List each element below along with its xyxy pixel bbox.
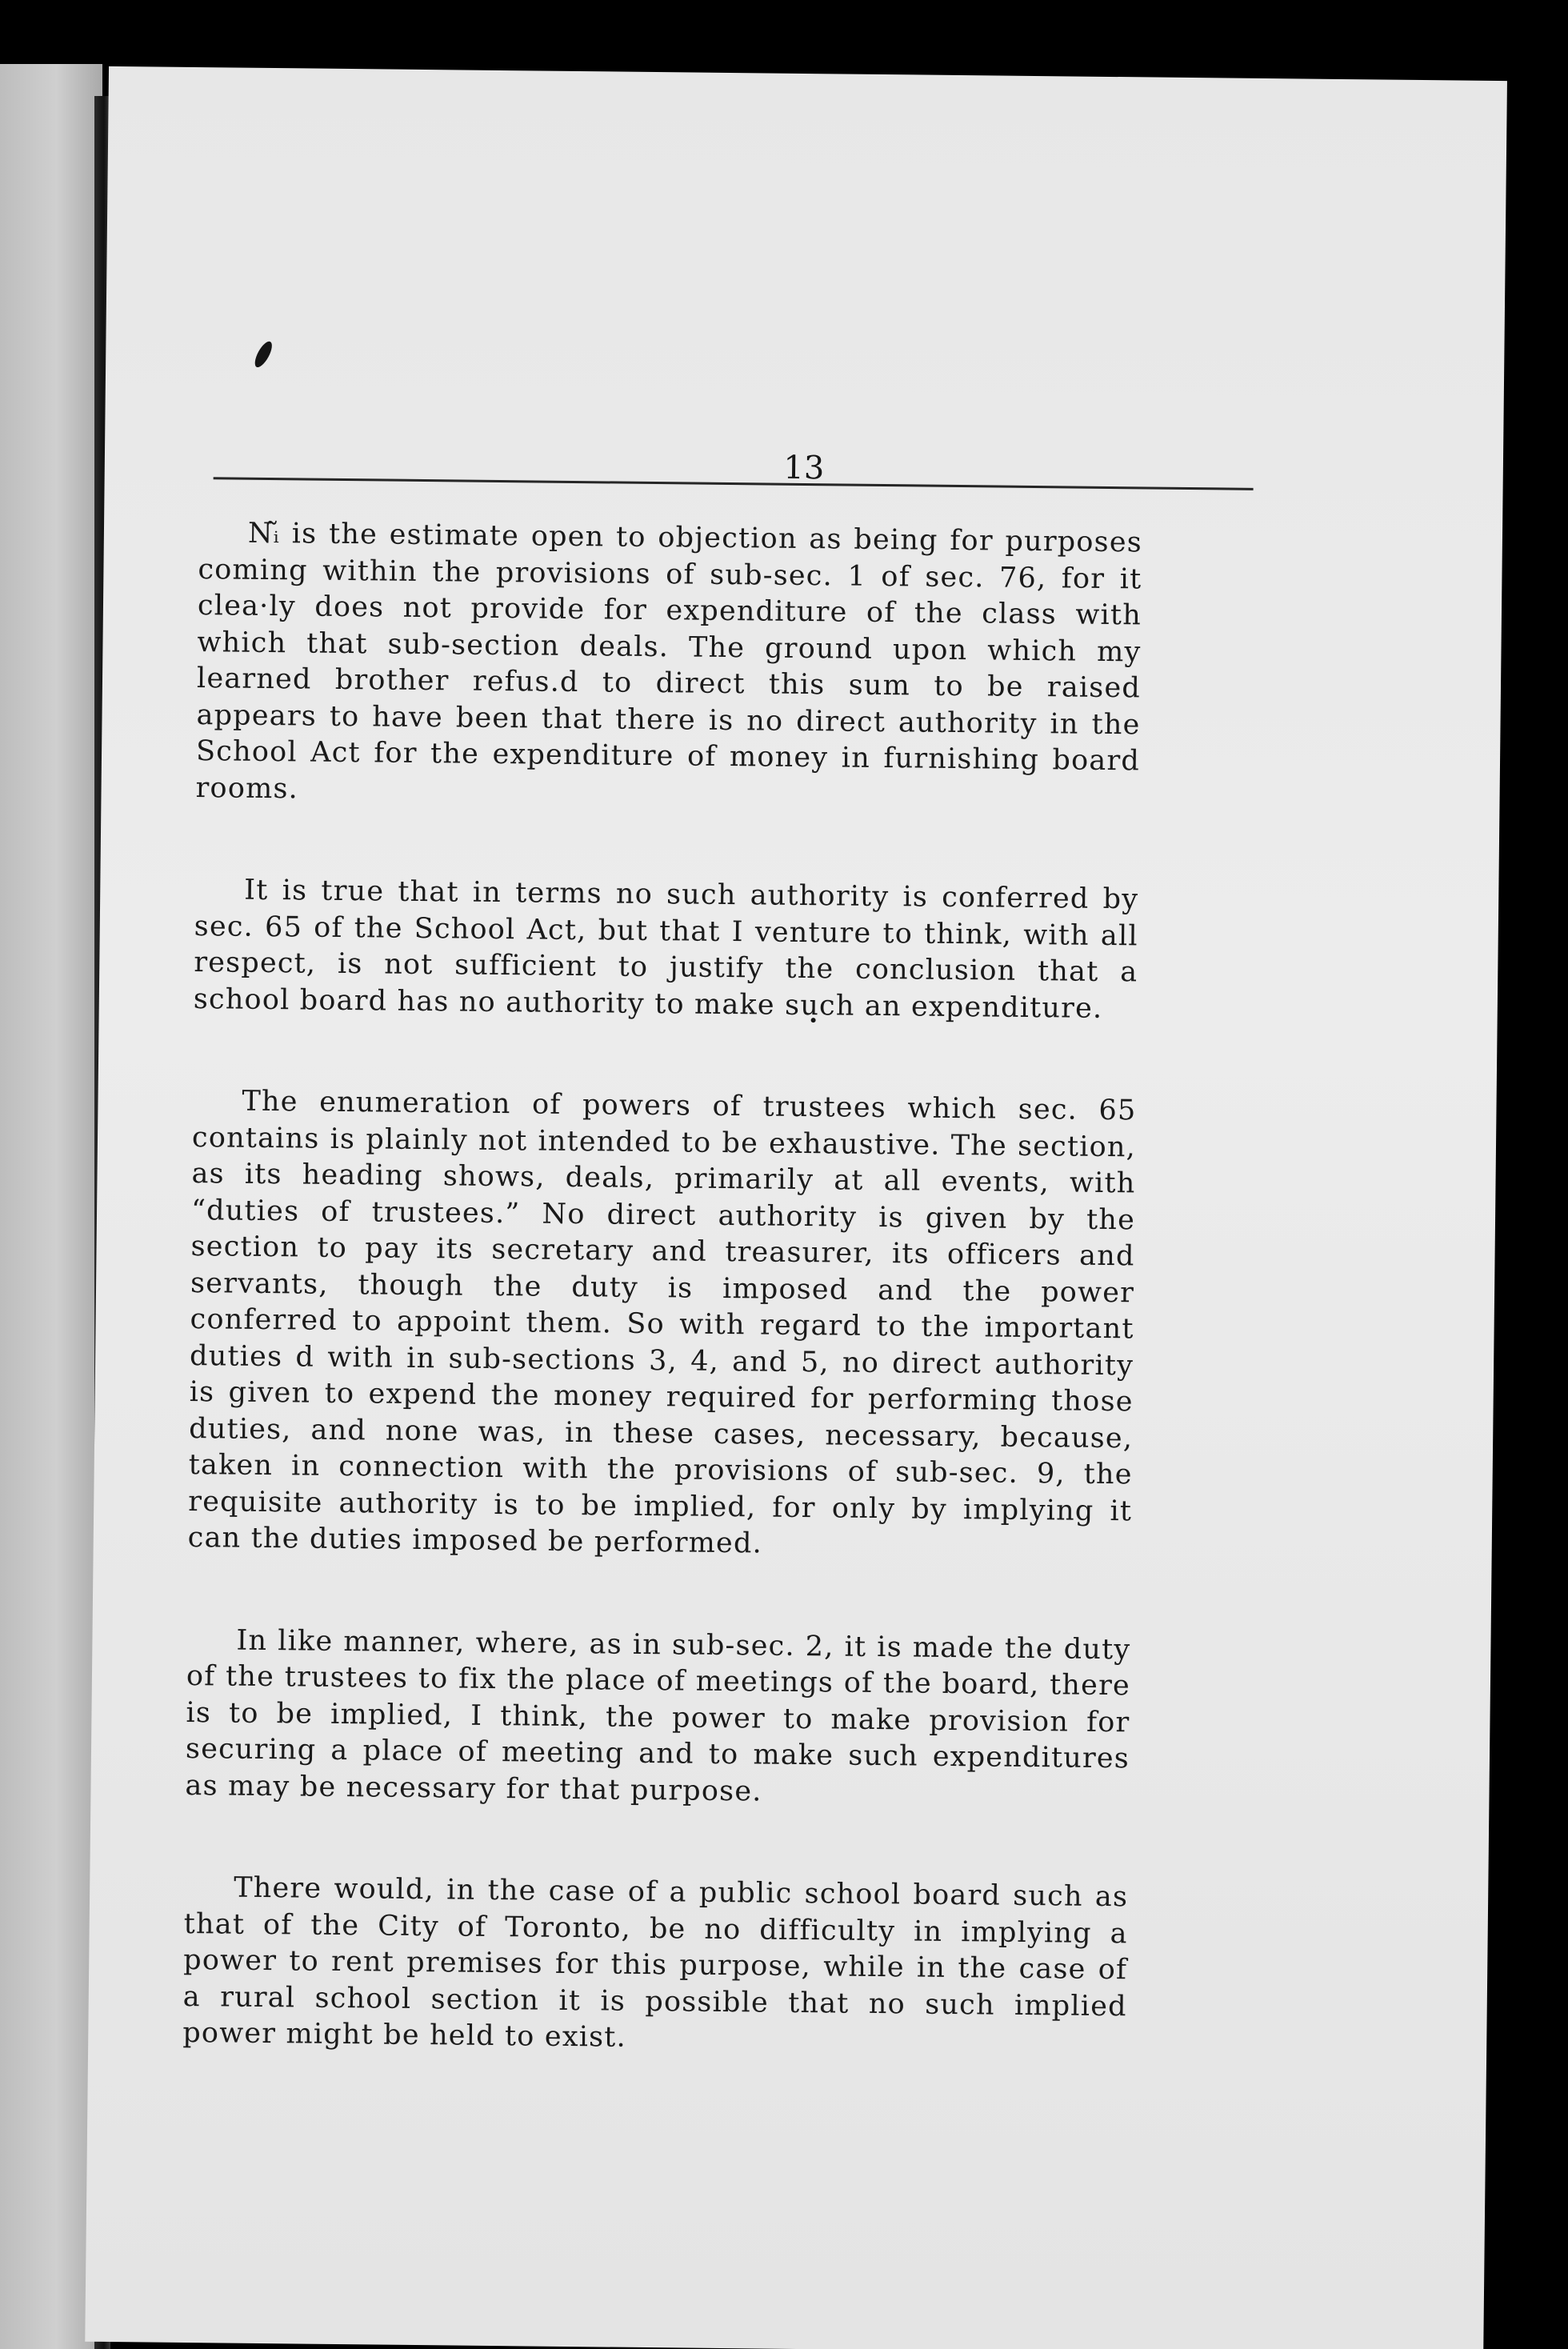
page-number: 13 [783, 449, 825, 487]
paragraph-2: It is true that in terms no such authority is conferred by sec. 65 of the School Act, but that I venture to think, with all respect, is not sufficient to justify the conclusion that a school board has no authority to make such an expenditure. [193, 874, 1139, 1025]
body-text [182, 515, 1142, 2127]
ink-blot [252, 339, 276, 370]
paragraph-3: The enumeration of powers of trustees which sec. 65 contains is plainly not intended to be exhaustive. The section, as its heading shows, deals, primarily at all events, with “duties of trustees.” No direct authority is given by the section to pay its secretary and treasurer, its officers and servants, though the duty is imposed and the power conferred to appoint them. So with regard to the important duties d with in sub-sections 3, 4, and 5, no direct authority is given to expend the money required for performing those duties, and none was, in these cases, necessary, because, taken in connection with the provisions of sub-sec. 9, the requisite authority is to be implied, for only by implying it can the duties imposed be performed. [187, 1085, 1137, 1560]
facing-page-edge [0, 64, 102, 2349]
paragraph-5: There would, in the case of a public school board such as that of the City of Toronto, be no difficulty in implying a power to rent premises for this purpose, while in the case of a rural school section it is possible that no such implied power might be held to exist. [182, 1871, 1129, 2054]
paragraph-4: In like manner, where, as in sub-sec. 2, it is made the duty of the trustees to fix the place of meetings of the board, there is to be implied, I think, the power to make provision for securing a place of meeting and to make such expenditures as may be necessary for that purpose. [185, 1624, 1131, 1808]
paragraph-1: Nᵢ̃ is the estimate open to objection as being for purposes coming within the provisions of sub-sec. 1 of sec. 76, for it clea·ly does not provide for expenditure of the class with which that sub-section deals. The ground upon which my learned brother refus.d to direct this sum to be raised appears to have been that there is no direct authority in the School Act for the expenditure of money in furnishing board rooms. [195, 517, 1143, 805]
document-page [85, 66, 1507, 2349]
